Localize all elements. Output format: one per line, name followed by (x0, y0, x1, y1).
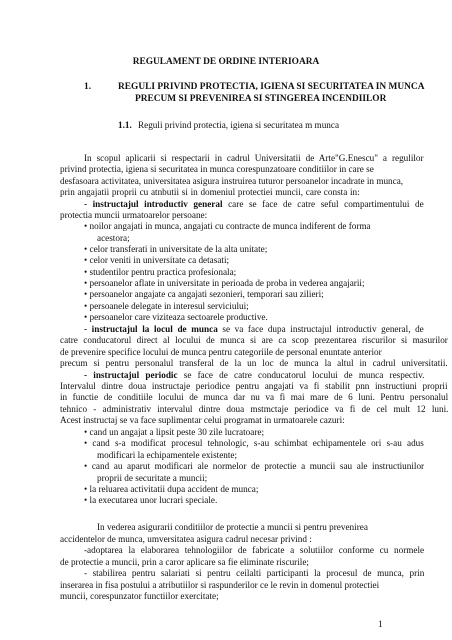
bold-term: - instructajul introductiv general (84, 199, 223, 209)
line-text: In vederea asigurarii conditiilor de protectie a muncii si pentru prevenirea (97, 522, 368, 532)
body-line (60, 210, 207, 221)
document-title: REGULAMENT DE ORDINE INTERIOARA (132, 57, 320, 67)
body-line (60, 404, 448, 415)
line-text: se face de catre conducatorul locului de munca respectiv. (177, 370, 425, 380)
line-text: catre conducatorul direct al locului de munca si are ca scop prezentarea riscurilor si masurilor (60, 335, 448, 345)
line-text: in functie de conditiile locului de munca dar nu va fi mai mare de 6 luni. Pentru personalul (60, 392, 449, 402)
line-text: modificari la echipamentele existente; (97, 450, 238, 460)
body-line (84, 199, 424, 210)
body-line (60, 415, 345, 426)
body-line (84, 289, 324, 300)
body-line (60, 534, 312, 545)
body-line (60, 164, 374, 175)
body-line (84, 484, 258, 495)
body-line (84, 461, 424, 472)
body-line (84, 370, 424, 381)
bold-term: - instructajul periodic (84, 370, 178, 380)
line-text: muncii, corespunzator functiilor exercitate; (60, 591, 219, 601)
page-number: 1 (378, 620, 383, 630)
line-text: -adoptarea la elaborarea tehnologiilor de fabricate a solutiilor conforme cu normele (84, 545, 425, 555)
body-line (60, 347, 382, 358)
bold-term: - instructajul la locul de munca (84, 324, 218, 334)
line-text: Intervalul dintre doua instructaje periodice pentru angajati va fi stabilit pnn instructiuni proprii (60, 381, 448, 391)
line-text: privind protectia, igiena si securitatea in munca corespunzatoare conditiilor in care se (60, 164, 374, 174)
body-line (84, 267, 236, 278)
body-line (84, 324, 424, 335)
line-text: • persoanelor angajate ca angajati sezonieri, temporari sau zilieri; (84, 289, 324, 299)
line-text: • celor veniti in universitate ca detasati; (84, 255, 230, 265)
line-text: tehnico - administrativ intervalul dintre doua mstmctaje periodice va fi de cel mult 12 luni. (60, 404, 449, 414)
body-line (84, 495, 217, 506)
body-line (84, 255, 229, 266)
body-line (97, 522, 368, 533)
body-line (84, 312, 268, 323)
line-text: • la reluarea activitatii dupa accident de munca; (84, 484, 259, 494)
line-text: de protectie a muncii, prin a caror aplicare sa fie eliminate riscurile; (60, 557, 309, 567)
line-text: accidentelor de munca, umversitatea asigura cadrul necesar privind : (60, 534, 312, 544)
body-line (84, 221, 371, 232)
line-text: • cand au aparut modificari ale normelor de protectie a muncii sau ale instructiunilor (84, 461, 425, 471)
line-text: se va face dupa instructajul introductiv general, de (217, 324, 424, 334)
body-line (84, 301, 249, 312)
line-text: proprii de securitate a muncii; (97, 473, 208, 483)
body-line (97, 233, 130, 244)
line-text: • celor transferati in universitate de la alta unitate; (84, 244, 268, 254)
body-line (84, 438, 424, 449)
line-text: inserarea in fisa postului a atributiilor si raspunderilor ce le revin in domenul protectiei (60, 580, 380, 590)
line-text: de prevenire specifice locului de munca pentru categoriile de personal enuntate anterior (60, 347, 382, 357)
line-text: • cand s-a modificat procesul tehnologic, s-au schimbat echipamentele ori s-au adus (84, 438, 424, 448)
body-line (97, 450, 237, 461)
line-text: care se face de catre seful compartimentului de (222, 199, 424, 209)
body-line (60, 335, 448, 346)
subsection-title: Reguli privind protectia, igiena si securitatea m munca (138, 120, 340, 130)
line-text: • persoanelor aflate in universitate in perioada de proba in vederea angajarii; (84, 278, 365, 288)
body-line (97, 473, 207, 484)
line-text: • studentilor pentru practica profesionala; (84, 267, 237, 277)
body-line (84, 568, 424, 579)
body-line (84, 244, 267, 255)
body-line (60, 580, 379, 591)
body-line (60, 591, 219, 602)
subsection-number: 1.1. (118, 120, 132, 130)
body-line (60, 176, 403, 187)
line-text: desfasoara activitatea, universitatea asigura instruirea tuturor persoanelor incadrate in munca, (60, 176, 404, 186)
body-line (60, 392, 448, 403)
body-line (84, 545, 424, 556)
section-title-part-1: REGULI PRIVIND PROTECTIA, IGIENA SI SECURITATEA IN MUNCA (118, 82, 425, 92)
body-line (60, 381, 448, 392)
section-title-part-2: PRECUM SI PREVENIREA SI STINGEREA INCENDIILOR (135, 94, 387, 104)
line-text: acestora; (97, 233, 130, 243)
line-text: • persoanele delegate in interesul serviciului; (84, 301, 249, 311)
line-text: • persoanelor care viziteaza sectoarele productive. (84, 312, 268, 322)
line-text: prin angajatii proprii cu atnbutii si in domeniul protectiei muncii, care consta in: (60, 187, 360, 197)
body-line (60, 358, 448, 369)
line-text: • la executarea unor lucrari speciale. (84, 495, 218, 505)
line-text: • noilor angajati in munca, angajati cu contracte de munca indiferent de forma (84, 221, 371, 231)
line-text: - stabilirea pentru salariati si pentru ceilalti participanti la procesul de munca, prin (84, 568, 425, 578)
body-line (84, 153, 424, 164)
body-line (60, 557, 309, 568)
body-line (84, 427, 264, 438)
line-text: • cand un angajat a lipsit peste 30 zile lucratoare; (84, 427, 265, 437)
body-line (84, 278, 365, 289)
line-text: In scopul aplicarii si respectarii in cadrul Universitatii de Arte"G.Enescu" a regulilor (84, 153, 424, 163)
line-text: protectia muncii urmatoarelor persoane: (60, 210, 208, 220)
line-text: precum si pentru personalul transferal de la un loc de munca la altul in cadrul universitatii. (60, 358, 448, 368)
line-text: Acest instructaj se va face suplimentar celui programat in urmatoarele cazuri: (60, 415, 345, 425)
body-line (60, 187, 360, 198)
section-number: 1. (84, 82, 92, 92)
